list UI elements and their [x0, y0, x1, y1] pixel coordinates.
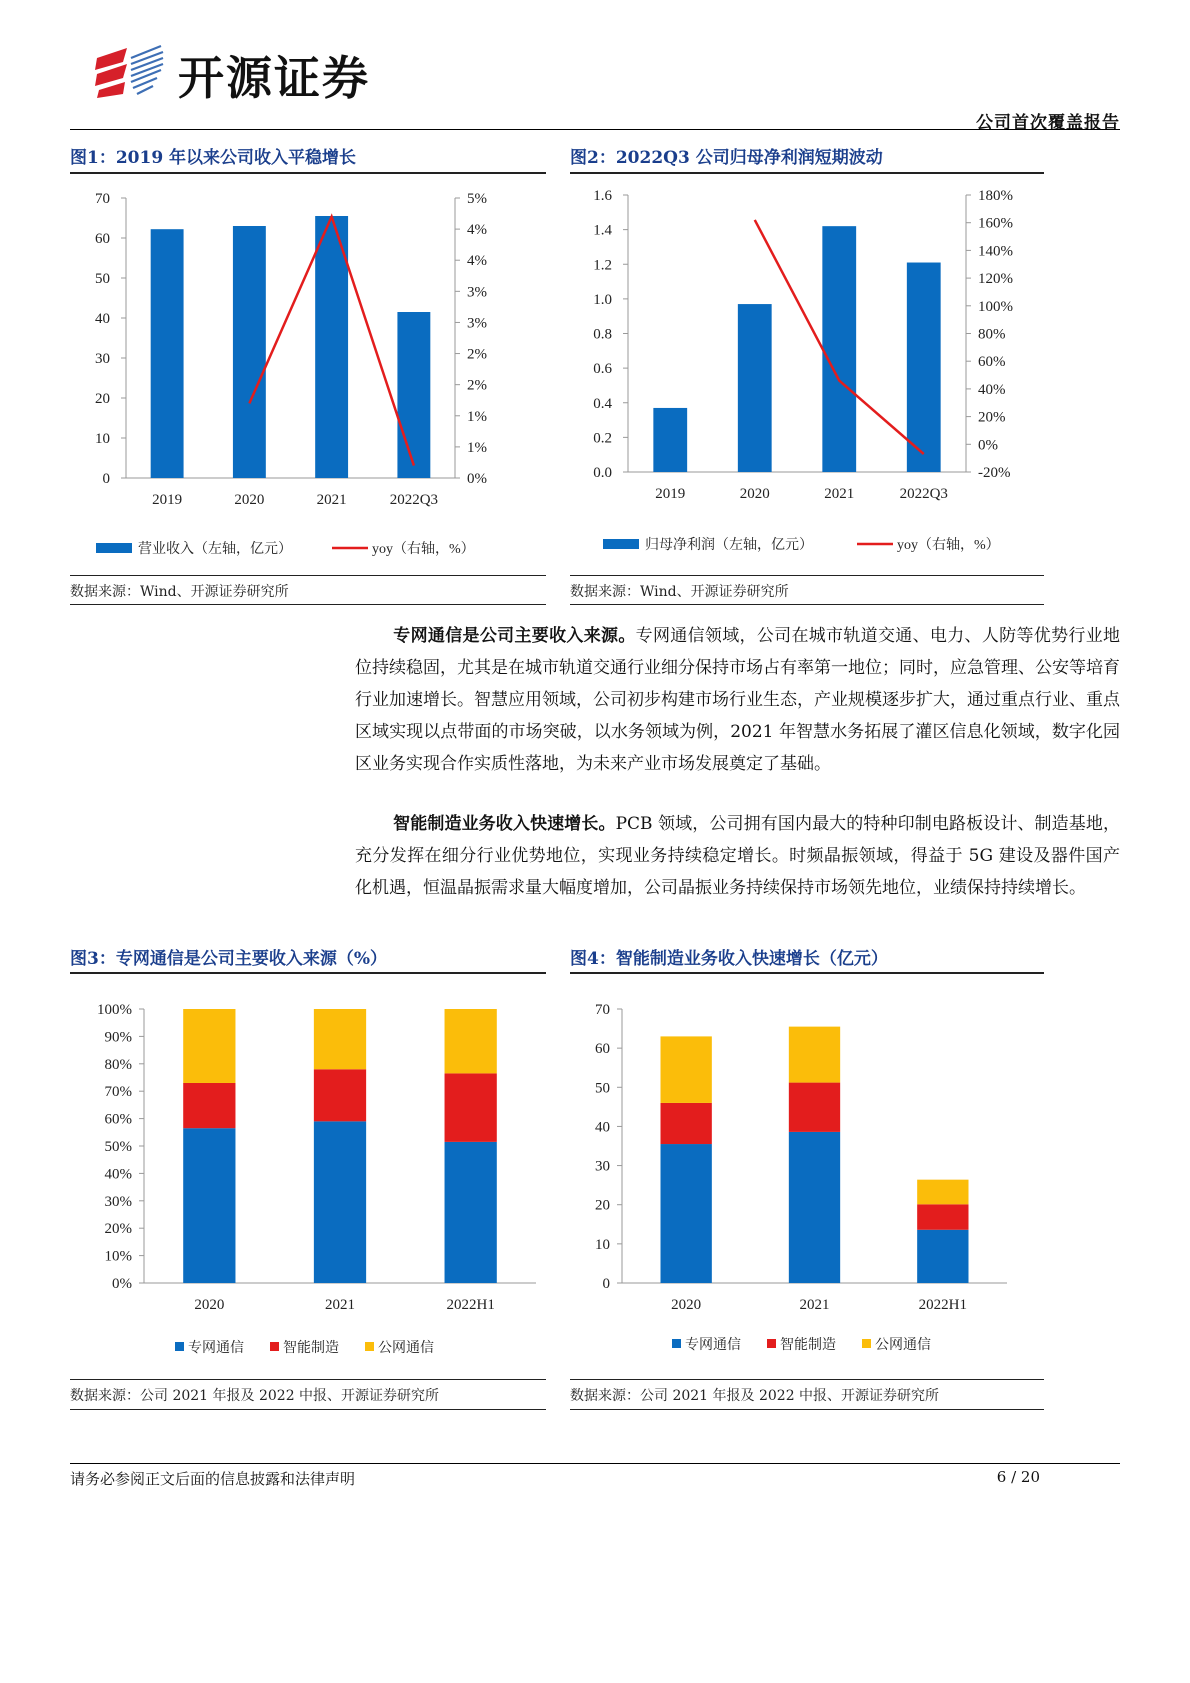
legend-bar-label: 营业收入（左轴，亿元）	[138, 542, 292, 557]
y-tick-label: 100%	[97, 1002, 132, 1018]
right-tick-label: 4%	[467, 253, 487, 270]
right-tick-label: 1%	[467, 439, 487, 456]
right-tick-label: 4%	[467, 222, 487, 239]
legend-swatch	[862, 1339, 871, 1348]
bar-2021	[822, 226, 856, 472]
right-tick-label: 100%	[978, 298, 1013, 315]
company-logo	[93, 40, 173, 100]
p1-text: 专网通信领域，公司在城市轨道交通、电力、人防等优势行业地位持续稳固，尤其是在城市轨道交通行业细分保持市场占有率第一地位；同时，应急管理、公安等培育行业加速增长。智慧应用领域，公司初步构建市场行业生态，产业规模逐步扩大，通过重点行业、重点区域实现以点带面的市场突破，以水务领域为例，2021 年智慧水务拓展了灌区信息化领域，数字化园区业务实现合作实质性落地，为未来产业市场发展奠定了基础。	[355, 626, 1121, 774]
right-tick-label: 1%	[467, 408, 487, 425]
left-tick-label: 30	[95, 351, 110, 367]
left-tick-label: 10	[95, 431, 110, 447]
right-tick-label: 5%	[467, 191, 487, 207]
p1-lead: 专网通信是公司主要收入来源。	[393, 626, 636, 646]
left-tick-label: 1.6	[593, 188, 612, 204]
fig4-top-rule	[570, 972, 1044, 974]
y-tick-label: 60	[595, 1041, 610, 1058]
x-tick-label: 2022Q3	[389, 492, 439, 508]
right-tick-label: 2%	[467, 377, 487, 394]
fig2-top-rule	[570, 172, 1044, 174]
fig4-title: 图4：智能制造业务收入快速增长（亿元）	[570, 949, 888, 969]
bar-2020-series-1	[183, 1083, 235, 1128]
y-tick-label: 10	[595, 1236, 610, 1253]
left-tick-label: 0.8	[593, 326, 612, 343]
x-tick-label: 2019	[655, 486, 686, 502]
y-tick-label: 40	[595, 1119, 610, 1136]
y-tick-label: 30%	[104, 1193, 132, 1210]
fig1-source-rule	[70, 604, 546, 605]
right-tick-label: 140%	[978, 243, 1013, 260]
company-name: 开源证券	[178, 51, 370, 105]
x-tick-label: 2021	[325, 1297, 355, 1313]
left-tick-label: 0.2	[593, 430, 612, 447]
fig1-chart	[70, 178, 546, 568]
legend-label: 公网通信	[378, 1341, 434, 1356]
bar-2022H1-series-0	[445, 1142, 497, 1283]
fig1-title: 图1：2019 年以来公司收入平稳增长	[70, 148, 357, 168]
bar-2021-series-1	[789, 1083, 840, 1132]
right-tick-label: 0%	[978, 437, 998, 454]
bar-2020-series-0	[183, 1128, 235, 1283]
legend-label: 专网通信	[188, 1341, 244, 1356]
legend-label: 智能制造	[780, 1338, 836, 1353]
p2-lead: 智能制造业务收入快速增长。	[393, 814, 616, 834]
fig4-chart	[570, 978, 1044, 1374]
legend-label: 专网通信	[685, 1338, 741, 1353]
bar-2020-series-2	[183, 1009, 235, 1083]
left-tick-label: 0	[102, 471, 110, 487]
fig3-source: 数据来源：公司 2021 年报及 2022 中报、开源证券研究所	[70, 1388, 440, 1404]
y-tick-label: 40%	[104, 1166, 132, 1183]
y-tick-label: 70	[595, 1002, 610, 1018]
bar-2021-series-0	[314, 1121, 366, 1283]
right-tick-label: 3%	[467, 315, 487, 332]
bar-2020	[738, 304, 772, 472]
left-tick-label: 60	[95, 231, 110, 247]
left-tick-label: 20	[95, 391, 110, 407]
fig3-chart	[70, 978, 546, 1374]
x-tick-label: 2020	[739, 486, 770, 502]
fig2-bottom-rule	[570, 575, 1044, 576]
fig3-top-rule	[70, 972, 546, 974]
fig2-chart	[570, 178, 1044, 568]
left-tick-label: 1.4	[593, 222, 612, 239]
bar-2022H1-series-0	[917, 1230, 968, 1283]
left-tick-label: 40	[95, 311, 110, 327]
left-tick-label: 1.0	[593, 291, 612, 308]
bar-2022H1-series-1	[917, 1204, 968, 1229]
fig4-source-rule	[570, 1409, 1044, 1410]
right-tick-label: 3%	[467, 284, 487, 301]
fig2-title: 图2：2022Q3 公司归母净利润短期波动	[570, 148, 883, 168]
bar-2020	[233, 226, 266, 478]
y-tick-label: 10%	[104, 1248, 132, 1265]
bar-2022H1-series-2	[917, 1180, 968, 1205]
page-number: 6 / 20	[996, 1468, 1040, 1486]
x-tick-label: 2020	[194, 1297, 225, 1313]
fig2-source: 数据来源：Wind、开源证券研究所	[570, 584, 789, 600]
y-tick-label: 30	[595, 1158, 610, 1175]
legend-swatch	[270, 1342, 279, 1351]
y-tick-label: 0	[602, 1276, 610, 1292]
left-tick-label: 1.2	[593, 257, 612, 274]
fig3-bottom-rule	[70, 1379, 546, 1380]
legend-line-label: yoy（右轴，%）	[372, 542, 475, 557]
left-tick-label: 0.4	[593, 395, 612, 412]
x-tick-label: 2022H1	[446, 1297, 495, 1313]
report-type: 公司首次覆盖报告	[976, 113, 1120, 133]
x-tick-label: 2021	[316, 492, 347, 508]
x-tick-label: 2020	[671, 1297, 702, 1313]
bar-2021-series-2	[789, 1027, 840, 1083]
x-tick-label: 2021	[824, 486, 855, 502]
header-divider	[70, 129, 1120, 130]
footer-disclaimer: 请务必参阅正文后面的信息披露和法律声明	[70, 1470, 356, 1488]
legend-bar-swatch	[96, 543, 132, 553]
x-tick-label: 2019	[152, 492, 183, 508]
x-tick-label: 2022Q3	[899, 486, 948, 502]
right-tick-label: 0%	[467, 471, 487, 487]
right-tick-label: 60%	[978, 354, 1006, 371]
right-tick-label: -20%	[978, 465, 1011, 481]
y-tick-label: 90%	[104, 1029, 132, 1046]
paragraph-smart-manufacturing	[355, 808, 1120, 904]
right-tick-label: 120%	[978, 271, 1013, 288]
bar-2021-series-2	[314, 1009, 366, 1069]
right-tick-label: 20%	[978, 409, 1006, 426]
legend-label: 公网通信	[875, 1338, 931, 1353]
fig1-top-rule	[70, 172, 546, 174]
bar-2020-series-0	[661, 1144, 712, 1283]
y-tick-label: 50%	[104, 1139, 132, 1155]
legend-bar-swatch	[603, 539, 639, 549]
right-tick-label: 180%	[978, 188, 1013, 204]
bar-2022H1-series-1	[445, 1073, 497, 1142]
bar-2021-series-0	[789, 1132, 840, 1283]
fig4-source: 数据来源：公司 2021 年报及 2022 中报、开源证券研究所	[570, 1388, 940, 1404]
fig3-source-rule	[70, 1409, 546, 1410]
bar-2019	[653, 408, 687, 472]
logo-mark-icon	[93, 40, 173, 100]
p2-text: PCB 领域，公司拥有国内最大的特种印制电路板设计、制造基地，充分发挥在细分行业优势地位，实现业务持续稳定增长。时频晶振领域，得益于 5G 建设及器件国产化机遇，恒温晶振需求量大幅度增加，公司晶振业务持续保持市场领先地位，业绩保持持续增长。	[355, 814, 1121, 898]
y-tick-label: 80%	[104, 1056, 132, 1073]
bar-2022H1-series-2	[445, 1009, 497, 1073]
right-tick-label: 160%	[978, 215, 1013, 232]
fig2-source-rule	[570, 604, 1044, 605]
footer-divider	[70, 1463, 1120, 1464]
left-tick-label: 70	[95, 191, 110, 207]
legend-bar-label: 归母净利润（左轴，亿元）	[645, 538, 813, 553]
right-tick-label: 2%	[467, 346, 487, 363]
x-tick-label: 2020	[234, 492, 265, 508]
legend-swatch	[175, 1342, 184, 1351]
y-tick-label: 0%	[112, 1276, 132, 1292]
fig1-source: 数据来源：Wind、开源证券研究所	[70, 584, 289, 600]
fig1-bottom-rule	[70, 575, 546, 576]
bar-2020-series-1	[661, 1103, 712, 1144]
x-tick-label: 2021	[799, 1297, 830, 1313]
bar-2020-series-2	[661, 1036, 712, 1103]
right-tick-label: 80%	[978, 326, 1006, 343]
legend-label: 智能制造	[283, 1341, 339, 1356]
legend-swatch	[365, 1342, 374, 1351]
bar-2019	[151, 229, 184, 478]
bar-2021-series-1	[314, 1069, 366, 1121]
legend-swatch	[672, 1339, 681, 1348]
left-tick-label: 0.0	[593, 465, 612, 481]
y-tick-label: 20%	[104, 1221, 132, 1238]
y-tick-label: 70%	[104, 1084, 132, 1101]
right-tick-label: 40%	[978, 381, 1006, 398]
paragraph-private-network	[355, 620, 1120, 780]
bar-2022Q3	[907, 263, 941, 472]
y-tick-label: 60%	[104, 1111, 132, 1128]
legend-swatch	[767, 1339, 776, 1348]
y-tick-label: 20	[595, 1197, 610, 1214]
left-tick-label: 0.6	[593, 361, 612, 378]
left-tick-label: 50	[95, 271, 110, 287]
y-tick-label: 50	[595, 1080, 610, 1097]
legend-line-label: yoy（右轴，%）	[897, 538, 1000, 553]
fig4-bottom-rule	[570, 1379, 1044, 1380]
bar-2022Q3	[397, 312, 430, 478]
x-tick-label: 2022H1	[918, 1297, 968, 1313]
fig3-title: 图3：专网通信是公司主要收入来源（%）	[70, 949, 387, 969]
